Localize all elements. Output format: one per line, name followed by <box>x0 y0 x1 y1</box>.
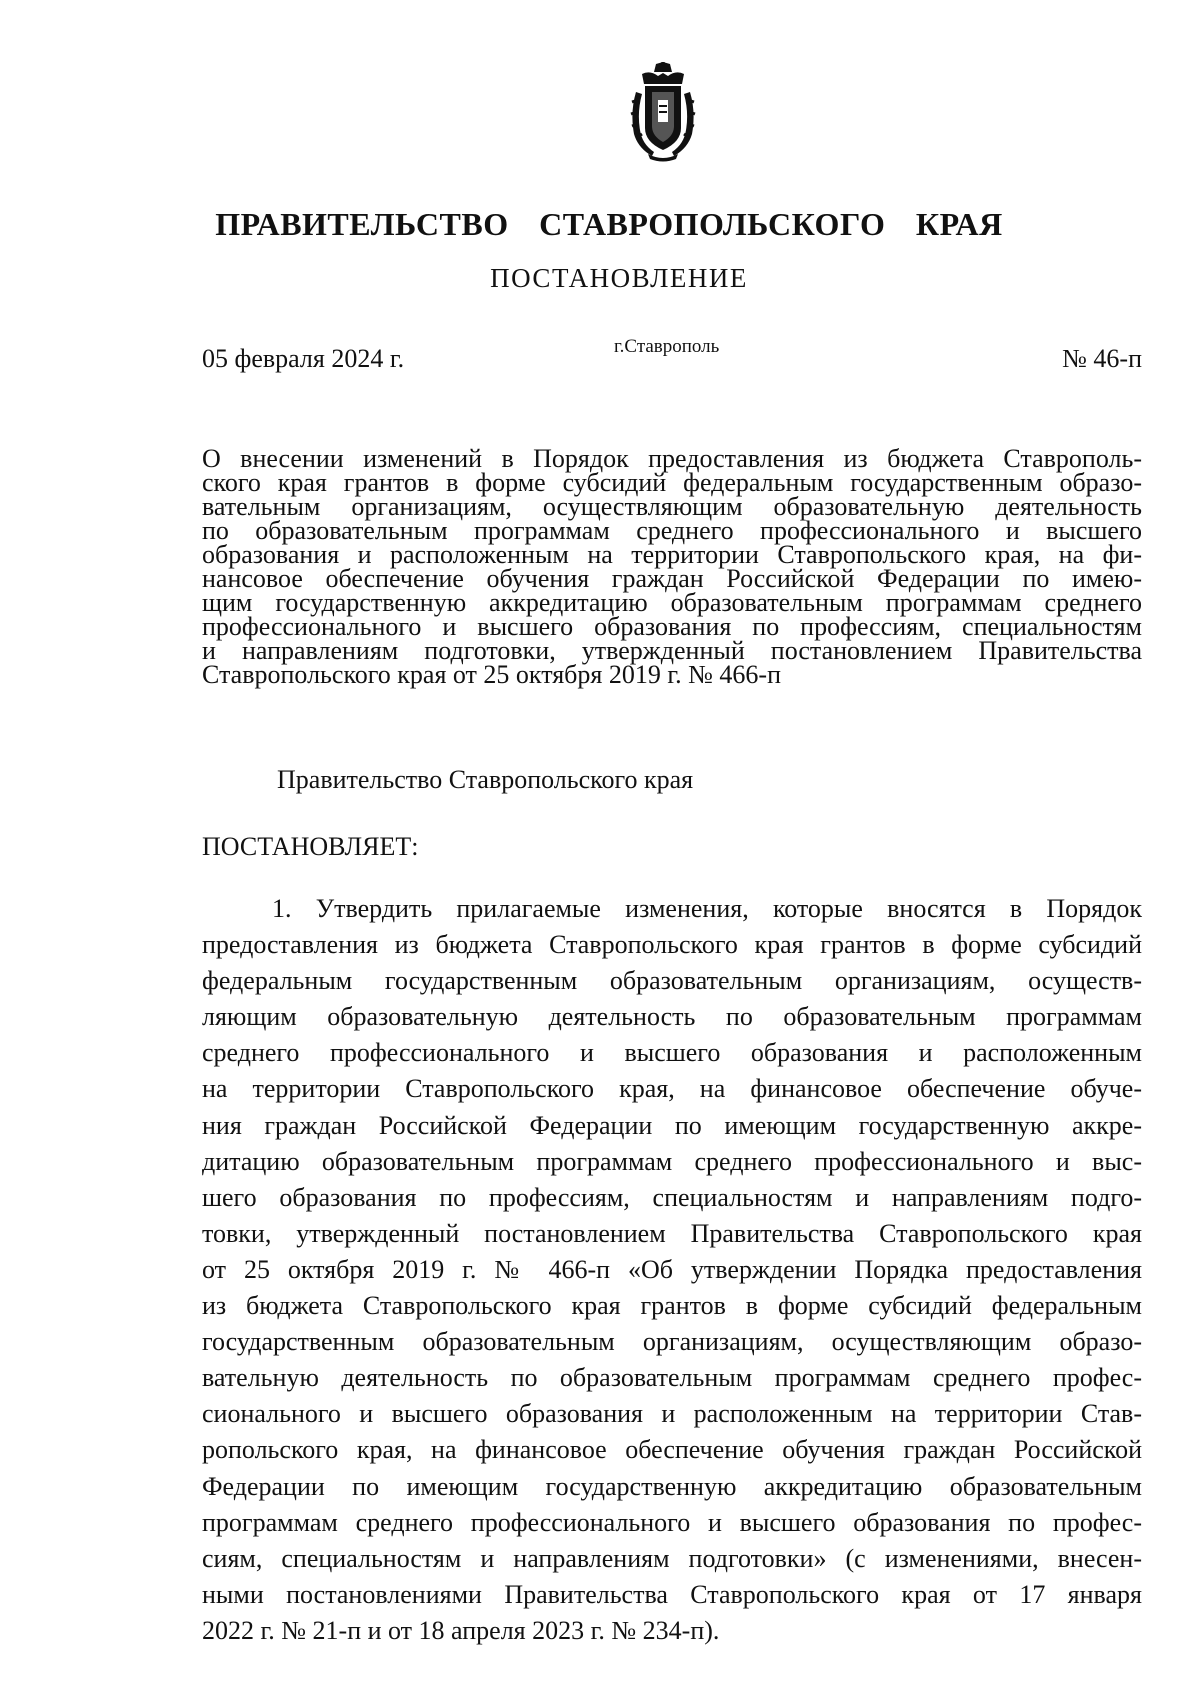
paragraph-line: сионального и высшего образования и расположенным на территории Став- <box>202 1399 1142 1429</box>
subject-line: нансовое обеспечение обучения граждан Российской Федерации по имею- <box>202 564 1142 593</box>
paragraph-line: федеральным государственным образовательным организациям, осуществ- <box>202 966 1142 996</box>
subject-line: щим государственную аккредитацию образовательным программам среднего <box>202 588 1142 617</box>
paragraph-line: сиям, специальностям и направлениям подготовки» (с изменениями, внесен- <box>202 1543 1142 1573</box>
subject-line: по образовательным программам среднего профессионального и высшего <box>202 516 1142 545</box>
paragraph-line: государственным образовательным организациям, осуществляющим образо- <box>202 1327 1142 1357</box>
paragraph-line: шего образования по профессиям, специальностям и направлениям подго- <box>202 1182 1142 1212</box>
subject-line: ского края грантов в форме субсидий федеральным государственным образо- <box>202 468 1142 497</box>
paragraph-line: 2022 г. № 21-п и от 18 апреля 2023 г. № 234-п). <box>202 1615 720 1645</box>
subject-line: вательным организациям, осуществляющим образовательную деятельность <box>202 492 1142 521</box>
paragraph-line: ропольского края, на финансовое обеспечение обучения граждан Российской <box>202 1435 1142 1465</box>
subject-line: Ставропольского края от 25 октября 2019 г. № 466-п <box>202 660 781 689</box>
paragraph-line: дитацию образовательным программам среднего профессионального и выс- <box>202 1146 1142 1176</box>
resolves-heading: ПОСТАНОВЛЯЕТ: <box>202 832 419 861</box>
paragraph-line: программам среднего профессионального и высшего образования по профес- <box>202 1507 1142 1537</box>
paragraph-line: среднего профессионального и высшего образования и расположенным <box>202 1038 1142 1068</box>
document-type: ПОСТАНОВЛЕНИЕ <box>490 263 748 293</box>
paragraph-line: Федерации по имеющим государственную аккредитацию образовательным <box>202 1471 1142 1501</box>
paragraph-line: предоставления из бюджета Ставропольского края грантов в форме субсидий <box>202 930 1142 960</box>
paragraph-line: из бюджета Ставропольского края грантов в форме субсидий федеральным <box>202 1291 1142 1321</box>
paragraph-line: вательную деятельность по образовательным программам среднего профес- <box>202 1363 1142 1393</box>
paragraph-line: от 25 октября 2019 г. № 466-п «Об утверждении Порядка предоставления <box>202 1254 1142 1284</box>
paragraph-line: на территории Ставропольского края, на финансовое обеспечение обуче- <box>202 1074 1142 1104</box>
paragraph-line: ными постановлениями Правительства Ставропольского края от 17 января <box>202 1579 1142 1609</box>
paragraph-line: ния граждан Российской Федерации по имеющим государственную аккре- <box>202 1110 1142 1140</box>
document-city: г.Ставрополь <box>614 336 720 357</box>
subject-line: образования и расположенным на территории Ставропольского края, на фи- <box>202 540 1142 569</box>
paragraph-1 <box>202 891 1142 1649</box>
subject-line: О внесении изменений в Порядок предоставления из бюджета Ставрополь- <box>202 444 1142 473</box>
document-subject <box>202 444 1142 689</box>
subject-line: профессионального и высшего образования по профессиям, специальностям <box>202 612 1142 641</box>
paragraph-line: ляющим образовательную деятельность по образовательным программам <box>202 1002 1142 1032</box>
paragraph-line: 1. Утвердить прилагаемые изменения, которые вносятся в Порядок <box>272 894 1142 923</box>
stavropol-coat-of-arms-icon <box>628 62 698 162</box>
paragraph-line: товки, утвержденный постановлением Правительства Ставропольского края <box>202 1218 1142 1248</box>
preamble: Правительство Ставропольского края <box>277 765 694 794</box>
document-date: 05 февраля 2024 г. <box>202 344 405 373</box>
document-number: № 46-п <box>1062 344 1142 373</box>
government-title: ПРАВИТЕЛЬСТВО СТАВРОПОЛЬСКОГО КРАЯ <box>215 206 1003 242</box>
subject-line: и направлениям подготовки, утвержденный постановлением Правительства <box>202 636 1142 665</box>
